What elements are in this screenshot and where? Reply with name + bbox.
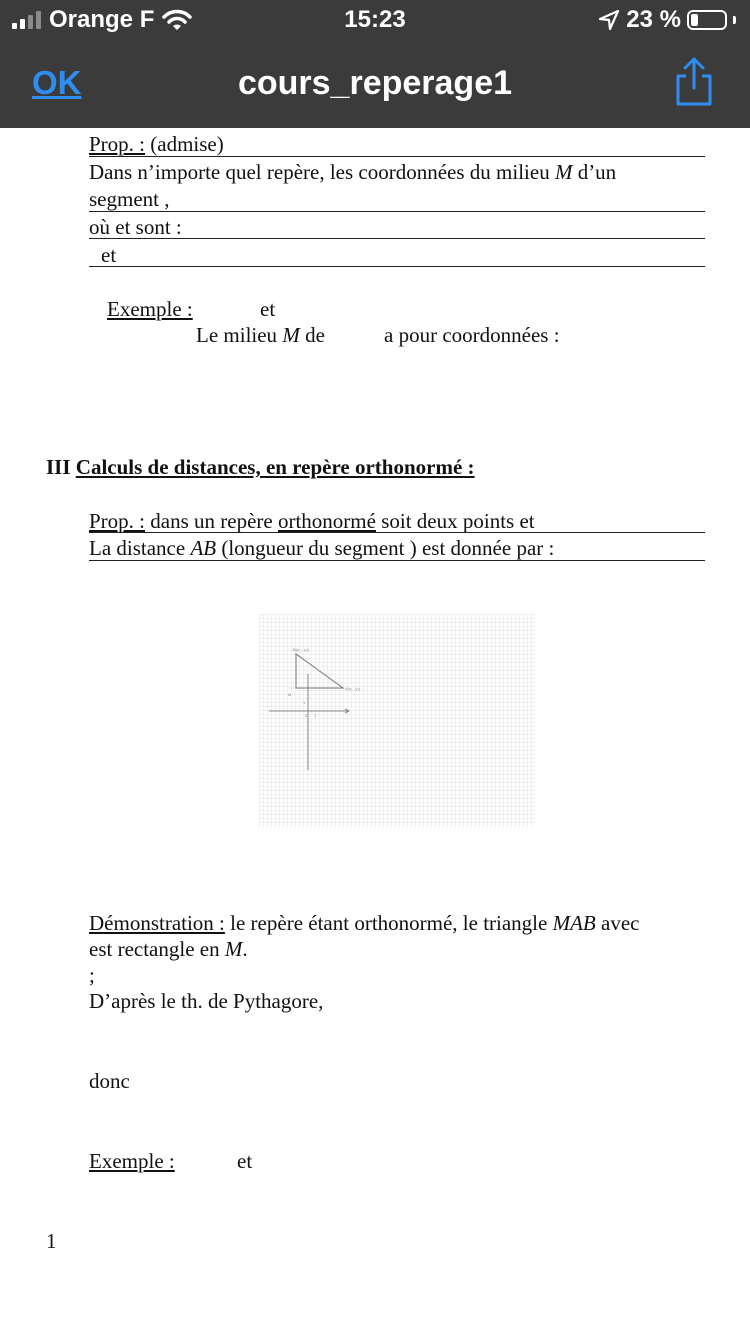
document-title: cours_reperage1 xyxy=(237,64,513,102)
status-right xyxy=(598,6,736,34)
divider xyxy=(89,156,705,157)
prop2-line1 xyxy=(89,508,535,535)
prop2-label: Prop. : xyxy=(89,509,146,533)
label-m: M xyxy=(288,692,292,697)
text: soit deux points et xyxy=(375,509,535,533)
battery-icon xyxy=(687,10,727,30)
var-mab: MAB xyxy=(552,911,596,935)
var-ab: AB xyxy=(190,536,217,560)
share-icon xyxy=(672,56,716,108)
example2-et: et xyxy=(237,1149,253,1173)
prop1-admise: (admise) xyxy=(145,132,224,156)
nav-bar xyxy=(0,50,750,120)
prop1-heading xyxy=(89,131,224,158)
section3-heading xyxy=(46,454,475,481)
text: avec xyxy=(595,911,640,935)
page-number: 1 xyxy=(46,1229,57,1253)
divider xyxy=(89,211,705,212)
section-title: Calculs de distances, en repère orthonormé : xyxy=(75,455,475,479)
battery-fill xyxy=(691,14,698,26)
text: . xyxy=(242,937,248,961)
text: d’un xyxy=(572,160,617,184)
prop1-line3: où et sont : xyxy=(89,215,182,239)
text: (longueur du segment ) est donnée par : xyxy=(216,536,555,560)
label-y-unit: 1 xyxy=(303,700,306,705)
demo-line4: D’après le th. de Pythagore, xyxy=(89,989,324,1013)
example1-et: et xyxy=(260,297,276,321)
text: La distance xyxy=(89,536,191,560)
label-b: B(x₂ ; y₂) xyxy=(293,647,309,652)
label-a: A(x₁ ; y₁) xyxy=(345,686,361,691)
ok-button[interactable]: OK xyxy=(32,64,82,101)
prop2-line2 xyxy=(89,535,554,562)
battery-percent: 23 % xyxy=(626,6,681,33)
text: dans un repère xyxy=(145,509,278,533)
prop1-line1 xyxy=(89,159,616,186)
status-bar xyxy=(0,0,750,40)
share-button[interactable] xyxy=(672,56,716,108)
clock: 15:23 xyxy=(344,6,406,33)
divider xyxy=(89,560,705,561)
var-m: M xyxy=(282,323,300,347)
var-m: M xyxy=(224,937,243,961)
section-number: III xyxy=(46,455,71,479)
label-x-unit: 1 xyxy=(314,713,317,718)
text-underlined: orthonormé xyxy=(277,509,376,533)
example2-label: Exemple : xyxy=(89,1149,175,1173)
figure-svg xyxy=(259,614,535,826)
top-bar xyxy=(0,0,750,128)
divider xyxy=(89,266,705,267)
example1-line2-end: a pour coordonnées : xyxy=(384,323,560,347)
demo-label: Démonstration : xyxy=(89,911,225,935)
prop1-line2: segment , xyxy=(89,187,170,211)
text: Dans n’importe quel repère, les coordonnées du milieu xyxy=(89,160,555,184)
battery-cap xyxy=(733,16,736,24)
demo-line2 xyxy=(89,936,248,963)
location-arrow-icon xyxy=(598,9,620,31)
prop1-line4: et xyxy=(101,243,117,267)
divider xyxy=(89,238,705,239)
text: le repère étant orthonormé, le triangle xyxy=(224,911,553,935)
var-m: M xyxy=(554,160,573,184)
example1-label: Exemple : xyxy=(107,297,193,321)
example1-line2 xyxy=(196,322,325,349)
text: Le milieu xyxy=(196,323,283,347)
text: est rectangle en xyxy=(89,937,225,961)
demo-line3: ; xyxy=(89,963,95,987)
text: de xyxy=(299,323,325,347)
demo-line1 xyxy=(89,910,639,937)
triangle-mab xyxy=(296,654,343,688)
prop1-label: Prop. : xyxy=(89,132,146,156)
divider xyxy=(89,532,705,533)
carrier-name: Orange F xyxy=(49,6,155,33)
label-origin: 0 xyxy=(305,713,308,718)
demo-line5: donc xyxy=(89,1069,130,1093)
distance-figure xyxy=(259,614,535,826)
